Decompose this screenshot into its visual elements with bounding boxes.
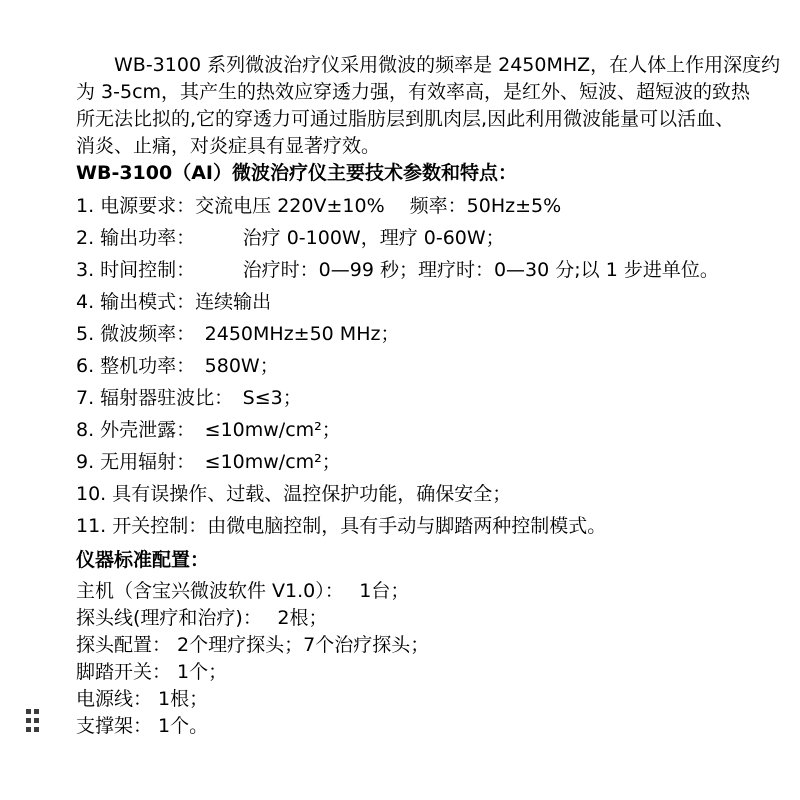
spec-item-microwave-frequency: 5. 微波频率： 2450MHz±50 MHz； [76,323,400,345]
intro-line: 所无法比拟的,它的穿透力可通过脂肪层到肌肉层,因此利用微波能量可以活血、 [76,108,735,130]
spec-item-switch-control: 11. 开关控制：由微电脑控制，具有手动与脚踏两种控制模式。 [76,515,607,537]
config-item-foot-switch: 脚踏开关： 1个； [76,661,228,683]
config-item-probe-set: 探头配置： 2个理疗探头；7个治疗探头； [76,634,430,656]
spec-item-vswr: 7. 辐射器驻波比： S≤3； [76,387,302,409]
spec-item-output-power: 2. 输出功率： 治疗 0-100W，理疗 0-60W； [76,227,505,249]
dots-grid-icon [26,709,39,732]
intro-line: 为 3-5cm，其产生的热效应穿透力强，有效率高，是红外、短波、超短波的致热 [76,81,751,103]
config-item-support-stand: 支撑架： 1个。 [76,715,209,737]
spec-item-time-control: 3. 时间控制： 治疗时：0—99 秒；理疗时：0—30 分;以 1 步进单位。 [76,259,719,281]
spec-item-output-mode: 4. 输出模式：连续输出 [76,291,272,313]
config-item-main-unit: 主机（含宝兴微波软件 V1.0）： 1台； [76,580,410,602]
spec-item-case-leakage: 8. 外壳泄露： ≤10mw/cm²； [76,419,341,441]
intro-line: 消炎、止痛，对炎症具有显著疗效。 [76,135,381,157]
spec-item-stray-radiation: 9. 无用辐射： ≤10mw/cm²； [76,451,341,473]
intro-line: WB-3100 系列微波治疗仪采用微波的频率是 2450MHZ，在人体上作用深度约 [114,54,781,76]
spec-item-protection: 10. 具有误操作、过载、温控保护功能，确保安全； [76,483,512,505]
config-heading: 仪器标准配置： [76,549,210,571]
spec-item-power-requirement: 1. 电源要求：交流电压 220V±10% 频率：50Hz±5% [76,195,562,217]
spec-item-total-power: 6. 整机功率： 580W； [76,355,279,377]
document-content [76,52,781,742]
specs-heading: WB-3100（AI）微波治疗仪主要技术参数和特点： [76,162,517,184]
config-item-probe-cables: 探头线(理疗和治疗)： 2根； [76,607,328,629]
config-item-power-cord: 电源线： 1根； [76,688,209,710]
